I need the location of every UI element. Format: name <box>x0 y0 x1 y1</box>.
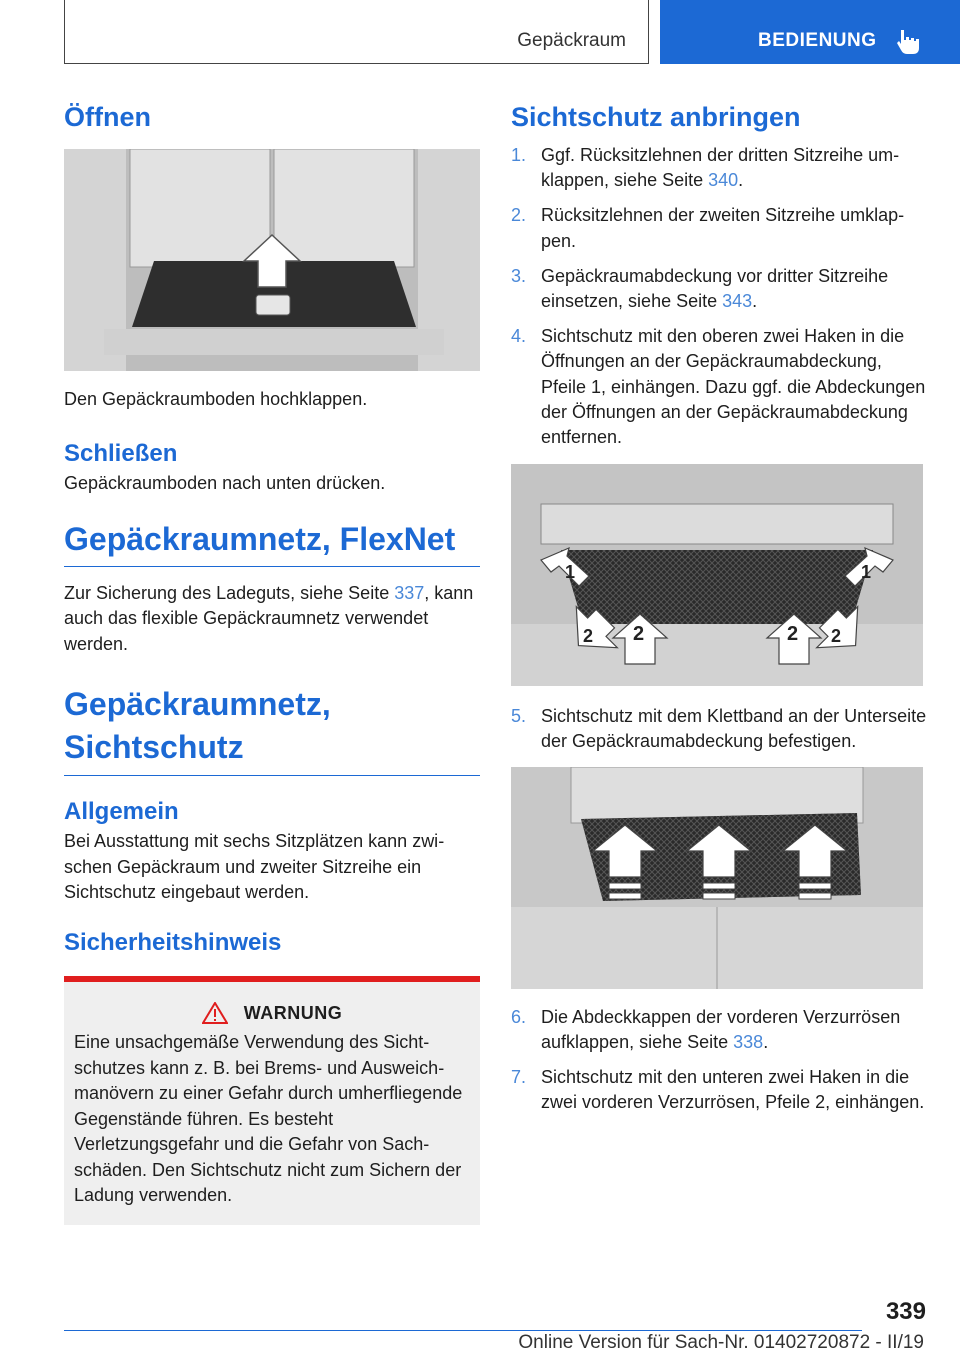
step-text: Sichtschutz mit den unteren zwei Haken in die zwei vorderen Verzurrösen, Pfeile 2, einhängen. <box>541 1066 925 1113</box>
page-link-340[interactable]: 340 <box>708 170 739 191</box>
arrow-label: 2 <box>583 626 594 647</box>
luggage-floor-illustration <box>64 149 480 371</box>
page-link-338[interactable]: 338 <box>733 1031 764 1052</box>
step-7 <box>511 1065 927 1115</box>
warning-triangle-icon <box>202 1002 228 1024</box>
steps-list-c <box>511 1005 927 1116</box>
flexnet-text-b: , kann auch das flexible Gepäckraumnetz verwendet werden. <box>64 583 474 654</box>
oeffnen-text: Den Gepäckraumboden hochklappen. <box>64 389 368 410</box>
step-number: 5. <box>511 706 527 727</box>
section-title: Gepäckraum <box>517 30 626 51</box>
warning-header <box>74 1002 470 1024</box>
step-number: 2. <box>511 205 527 226</box>
page-number: 339 <box>885 1298 926 1325</box>
footer-rule <box>64 1330 862 1331</box>
net-hooks-illustration <box>511 464 923 686</box>
warning-text: Eine unsachgemäße Verwendung des Sichtschutzes kann z. B. bei Brems- und Ausweichmanövern zu einer Gefahr durch umherfliegende Gegenstände führen. Es besteht Verletzungsgefahr und die Gefahr von Sachschäden. Den Sichtschutz nicht zum Sichern der Ladung verwenden. <box>74 1032 463 1206</box>
heading-sicherheitshinweis: Sicherheitshinweis <box>64 928 282 956</box>
page-link-337[interactable]: 337 <box>394 583 425 604</box>
allgemein-text: Bei Ausstattung mit sechs Sitzplätzen kann zwischen Gepäckraum und zweiter Sitzreihe ein Sichtschutz eingebaut werden. <box>64 831 445 902</box>
step-text-end: . <box>738 170 744 191</box>
flexnet-text <box>64 581 480 657</box>
step-number: 7. <box>511 1066 527 1087</box>
step-text: Sichtschutz mit den oberen zwei Haken in die Öffnungen an der Gepäckraumabdeckung, Pfeile 1, einhängen. Dazu ggf. die Abdeckungen der Öffnungen an der Gepäckraumabdeckung entfernen. <box>541 326 926 447</box>
warning-title: WARNUNG <box>243 1002 343 1023</box>
step-2 <box>511 203 927 253</box>
velcro-illustration <box>511 767 923 989</box>
chapter-tab-label: BEDIENUNG <box>758 30 877 51</box>
schliessen-text: Gepäckraumboden nach unten drücken. <box>64 473 386 494</box>
heading-sichtschutz-line1: Gepäckraumnetz, <box>64 685 331 722</box>
step-text: Rücksitzlehnen der zweiten Sitzreihe umklappen. <box>541 205 905 251</box>
warning-box <box>64 976 480 1225</box>
step-5 <box>511 704 927 754</box>
heading-sichtschutz <box>64 683 480 776</box>
flexnet-text-a: Zur Sicherung des Ladeguts, siehe Seite <box>64 583 395 604</box>
figure-velcro <box>511 767 923 989</box>
step-text-end: . <box>752 291 758 312</box>
step-4 <box>511 324 927 450</box>
heading-schliessen: Schließen <box>64 440 178 468</box>
arrow-label: 2 <box>831 626 842 647</box>
step-1 <box>511 143 927 193</box>
step-text: Gepäckraumabdeckung vor dritter Sitzreihe einsetzen, siehe Seite <box>541 265 889 312</box>
step-text: Die Abdeckkappen der vorderen Verzurrösen aufklappen, siehe Seite <box>541 1006 901 1052</box>
heading-allgemein: Allgemein <box>64 798 179 826</box>
right-column <box>511 100 927 1125</box>
steps-list-b <box>511 704 927 754</box>
left-column <box>64 100 480 1225</box>
hand-pointer-icon <box>892 26 924 58</box>
heading-oeffnen: Öffnen <box>64 102 151 132</box>
step-number: 3. <box>511 265 527 286</box>
page-link-343[interactable]: 343 <box>722 291 753 312</box>
arrow-label: 1 <box>861 562 872 583</box>
heading-flexnet: Gepäckraumnetz, FlexNet <box>64 519 480 568</box>
step-number: 4. <box>511 326 527 347</box>
step-3 <box>511 264 927 314</box>
arrow-label: 2 <box>633 623 645 646</box>
heading-sichtschutz-anbringen: Sichtschutz anbringen <box>511 102 801 132</box>
chapter-tab[interactable] <box>660 0 960 64</box>
step-text: Ggf. Rücksitzlehnen der dritten Sitzreihe umklappen, siehe Seite <box>541 145 900 191</box>
step-text-end: . <box>763 1031 769 1052</box>
arrow-label: 2 <box>787 623 799 646</box>
heading-sichtschutz-line2: Sichtschutz <box>64 729 244 765</box>
steps-list-a <box>511 143 927 450</box>
arrow-label: 1 <box>565 562 576 583</box>
step-number: 6. <box>511 1006 527 1027</box>
step-text: Sichtschutz mit dem Klettband an der Unterseite der Gepäckraumabdeckung befestigen. <box>541 706 927 752</box>
footer-version-text: Online Version für Sach-Nr. 01402720872 - II/19 <box>518 1332 924 1353</box>
figure-net-hooks <box>511 464 923 686</box>
step-6 <box>511 1005 927 1055</box>
figure-luggage-floor <box>64 149 480 371</box>
step-number: 1. <box>511 145 527 166</box>
